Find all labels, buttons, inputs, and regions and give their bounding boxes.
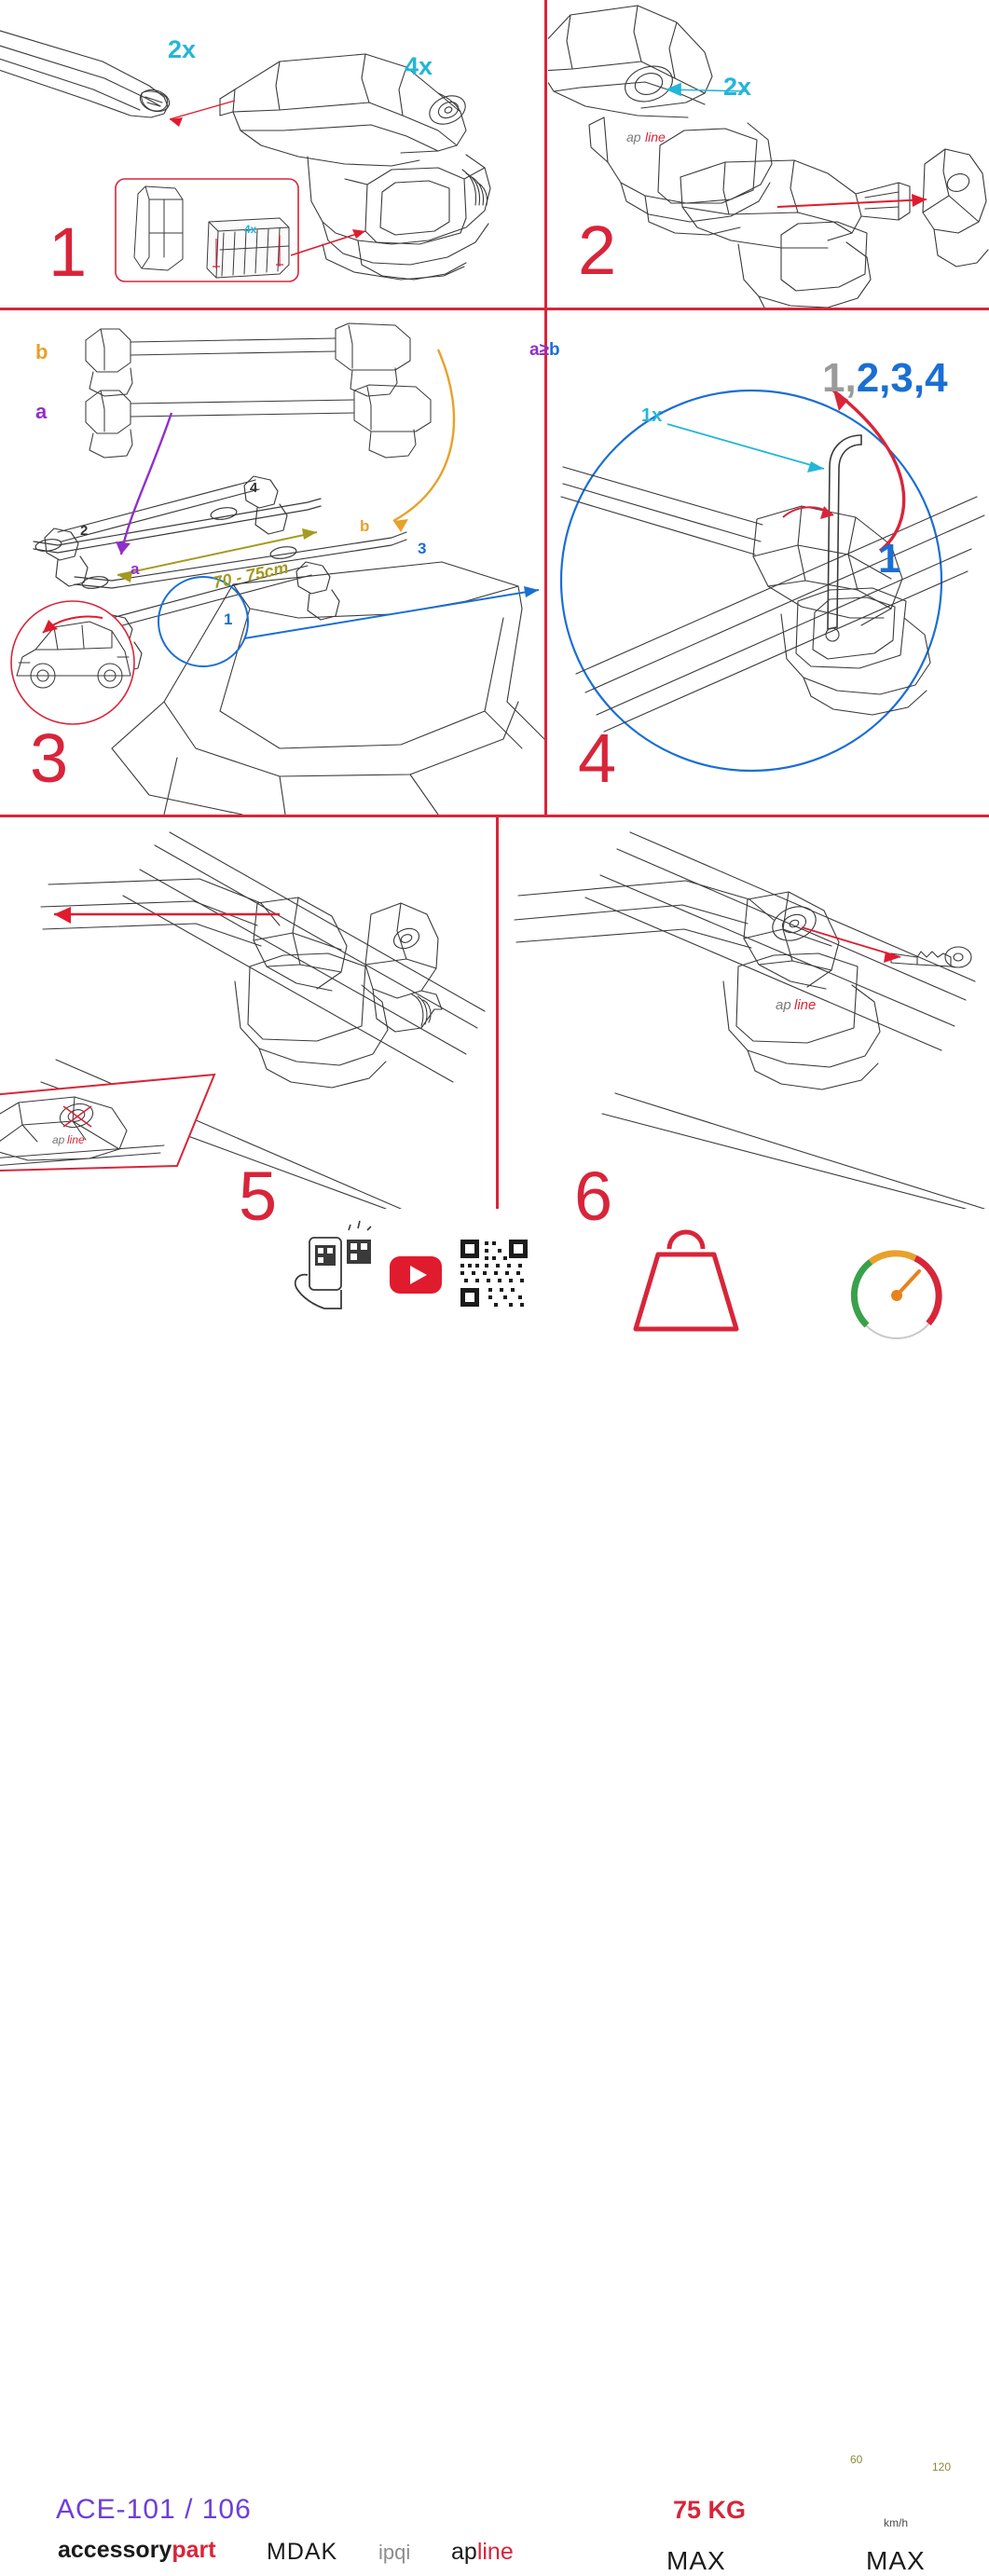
- qty-bar-label: 2x: [168, 35, 197, 63]
- svg-text:ap: ap: [776, 997, 791, 1013]
- step-4-panel: [529, 310, 989, 815]
- gauge-max-label: 120: [932, 2460, 952, 2473]
- arrow-bar-to-foot: [170, 101, 235, 119]
- arrow-rotate: [783, 506, 833, 519]
- car-direction-inset: [11, 601, 134, 724]
- youtube-icon[interactable]: [390, 1256, 442, 1294]
- step-2-number: 2: [578, 212, 618, 289]
- step-1-number: 1: [48, 213, 89, 291]
- sequence-first: 1,: [822, 355, 857, 401]
- inset-qty-label: 4x: [244, 223, 257, 236]
- label-bar-a: a: [35, 400, 48, 423]
- svg-text:line: line: [794, 997, 817, 1013]
- brand-mdak: MDAK: [267, 2539, 338, 2565]
- brand-accessorypart: [58, 2537, 216, 2564]
- condition-label: a≥b: [529, 340, 560, 360]
- arrow-bar-insert: [777, 194, 927, 207]
- arrow-bar-a-to-roof: [116, 413, 172, 555]
- svg-text:line: line: [645, 130, 666, 144]
- step-5-illustration: [0, 817, 496, 1209]
- turn-order-label: 1: [878, 536, 901, 582]
- speed-limit-icon: [854, 1253, 940, 1338]
- step-6-illustration: [500, 817, 989, 1209]
- step-5-inset: [0, 1075, 214, 1172]
- step-3-number: 3: [30, 719, 70, 797]
- speed-unit-label: km/h: [884, 2516, 909, 2529]
- bar-b-drawing: [86, 323, 410, 396]
- vertical-divider-bottom: [496, 817, 499, 1209]
- arrow-tool-qty: [667, 424, 824, 473]
- sequence-rest: 2,3,4: [856, 355, 948, 401]
- label-arrow-b: b: [360, 517, 370, 535]
- callout-circle-1: [158, 577, 248, 666]
- brand-apline-part2: line: [476, 2539, 514, 2565]
- brand-accessorypart-part2: part: [172, 2537, 216, 2563]
- vertical-divider-top: [544, 0, 547, 308]
- point-label-2: 2: [80, 523, 89, 539]
- step-5-panel: [0, 817, 496, 1235]
- step-4-number: 4: [578, 719, 618, 797]
- brand-ipqi: ipqi: [378, 2541, 411, 2564]
- arrow-to-step-4: [244, 586, 539, 638]
- step-1-panel: [0, 0, 544, 308]
- model-code: ACE-101 / 106: [56, 2494, 252, 2525]
- sequence-label: [822, 355, 948, 402]
- label-distance: 70 - 75cm: [211, 557, 291, 593]
- vertical-divider-middle: [544, 310, 547, 815]
- brand-accessorypart-part1: accessory: [58, 2537, 172, 2563]
- step-6-panel: [500, 817, 989, 1235]
- svg-text:ap: ap: [52, 1133, 65, 1146]
- point-label-1: 1: [224, 610, 233, 628]
- qr-code-icon: [460, 1240, 528, 1307]
- speed-max-label: MAX: [866, 2546, 926, 2575]
- apline-logo-small: [626, 130, 666, 144]
- brand-apline: [451, 2539, 514, 2566]
- footer: [0, 1212, 989, 2575]
- qty-foot-label: 4x: [405, 52, 433, 80]
- step-5-number: 5: [239, 1158, 279, 1235]
- bar-a-drawing: [86, 385, 431, 458]
- gauge-min-label: 60: [850, 2453, 863, 2466]
- point-label-3: 3: [418, 540, 427, 557]
- qty-cover-label: 2x: [723, 73, 752, 101]
- svg-text:line: line: [67, 1133, 85, 1146]
- brand-apline-part1: ap: [451, 2539, 477, 2565]
- weight-limit-value: 75 KG: [672, 2496, 747, 2524]
- label-arrow-a: a: [130, 560, 140, 578]
- arrow-inset-to-clamp: [291, 231, 365, 255]
- qty-tool-label: 1x: [641, 405, 663, 426]
- svg-text:ap: ap: [626, 130, 641, 144]
- weight-max-label: MAX: [666, 2546, 726, 2575]
- apline-logo-step6: [776, 997, 816, 1013]
- label-bar-b: b: [35, 340, 48, 363]
- weight-limit-icon: [636, 1232, 736, 1329]
- step-6-number: 6: [574, 1158, 614, 1235]
- step-2-panel: [548, 0, 989, 308]
- arrow-key-remove: [802, 927, 900, 963]
- footer-graphics: [0, 1212, 989, 1398]
- qr-hand-icon: [295, 1221, 371, 1309]
- point-label-4: 4: [250, 480, 258, 496]
- step-3-panel: [0, 310, 544, 815]
- arrow-bar-b-to-roof: [393, 349, 454, 532]
